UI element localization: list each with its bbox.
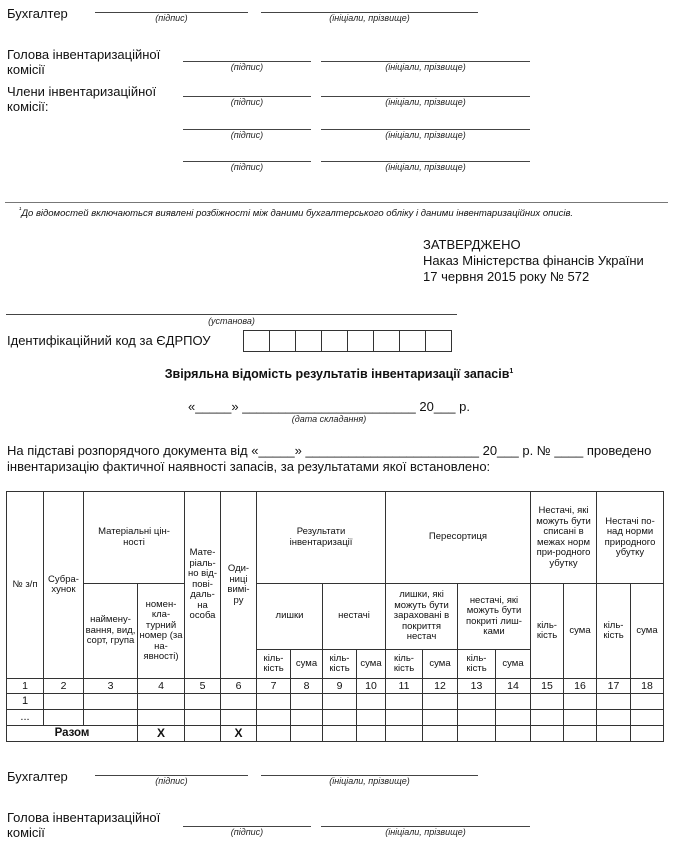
signature-caption: (підпис) bbox=[155, 13, 188, 23]
col-number: 5 bbox=[185, 679, 221, 694]
col-header-excess-text: Нестачі по-над норми природного убутку bbox=[604, 515, 656, 558]
institution-line bbox=[6, 314, 457, 315]
col-header-qty bbox=[323, 650, 357, 679]
approval-line-2: Наказ Міністерства фінансів України bbox=[423, 253, 644, 268]
name-caption: (ініціали, прізвище) bbox=[385, 130, 466, 140]
commission-head-label-2: комісії bbox=[7, 825, 45, 840]
qty-text: кіль-кість bbox=[536, 619, 558, 641]
row-number: ... bbox=[7, 710, 44, 726]
col-header-qty bbox=[386, 650, 423, 679]
col-number: 6 bbox=[221, 679, 257, 694]
col-header-unit bbox=[221, 492, 257, 679]
col-header-writeoff-qty bbox=[531, 584, 564, 679]
col-header-sum: сума bbox=[291, 650, 323, 679]
col-header-writeoff bbox=[531, 492, 597, 584]
name-caption: (ініціали, прізвище) bbox=[385, 97, 466, 107]
col-number: 14 bbox=[496, 679, 531, 694]
name-caption: (ініціали, прізвище) bbox=[385, 162, 466, 172]
col-header-no: № з/п bbox=[7, 492, 44, 679]
col-header-excess-sum: сума bbox=[631, 584, 664, 679]
qty-text: кіль-кість bbox=[329, 652, 350, 674]
col-header-name bbox=[84, 584, 138, 679]
col-header-regrading-shortage-text: нестачі, які можуть бути покриті лиш-ками bbox=[466, 594, 522, 637]
signature-caption: (підпис) bbox=[230, 827, 264, 837]
signature-caption: (підпис) bbox=[230, 62, 264, 72]
commission-members-label: Члени інвентаризаційної bbox=[7, 84, 157, 99]
table-row[interactable] bbox=[7, 710, 664, 726]
col-header-surplus: лишки bbox=[257, 584, 323, 650]
col-header-material-values-text: Матеріальні цін-ності bbox=[98, 526, 170, 548]
accountant-label: Бухгалтер bbox=[7, 769, 68, 784]
signature-caption: (підпис) bbox=[230, 162, 264, 172]
institution-caption: (установа) bbox=[208, 316, 255, 326]
col-header-responsible-text: Мате-ріаль-но від-пові-даль-на особа bbox=[187, 547, 218, 622]
total-label: Разом bbox=[7, 726, 138, 742]
signature-caption: (підпис) bbox=[155, 776, 188, 786]
accountant-label: Бухгалтер bbox=[7, 6, 68, 21]
title-marker: 1 bbox=[509, 367, 514, 375]
commission-members-label-2: комісії: bbox=[7, 99, 49, 114]
commission-head-label: Голова інвентаризаційної bbox=[7, 47, 161, 62]
col-header-writeoff-sum: сума bbox=[564, 584, 597, 679]
col-number: 11 bbox=[386, 679, 423, 694]
compilation-date: «_____» ________________________ 20___ р. bbox=[188, 399, 470, 414]
col-header-nomenclature-text: номен-кла-турний номер (за на-явності) bbox=[139, 598, 183, 662]
col-number: 10 bbox=[357, 679, 386, 694]
document-title bbox=[0, 367, 678, 381]
col-header-name-text: наймену-вання, вид, сорт, група bbox=[85, 614, 136, 647]
commission-head-label-2: комісії bbox=[7, 62, 45, 77]
commission-head-label: Голова інвентаризаційної bbox=[7, 810, 161, 825]
qty-text: кіль-кість bbox=[263, 652, 284, 674]
signature-caption: (підпис) bbox=[230, 130, 264, 140]
col-number: 1 bbox=[7, 679, 44, 694]
col-number: 18 bbox=[631, 679, 664, 694]
col-header-shortage: нестачі bbox=[323, 584, 386, 650]
col-header-regrading-surplus-text: лишки, які можуть бути зараховані в покриття нестач bbox=[393, 589, 450, 643]
col-header-responsible bbox=[185, 492, 221, 679]
col-number: 4 bbox=[138, 679, 185, 694]
date-caption: (дата складання) bbox=[291, 414, 367, 424]
edrpou-label: Ідентифікаційний код за ЄДРПОУ bbox=[7, 333, 211, 348]
col-header-subaccount-text: Субра-хунок bbox=[48, 573, 79, 595]
col-header-results-text: Результати інвентаризації bbox=[289, 526, 353, 548]
table-row[interactable] bbox=[7, 694, 664, 710]
name-caption: (ініціали, прізвище) bbox=[329, 13, 410, 23]
col-header-results bbox=[257, 492, 386, 584]
col-number: 3 bbox=[84, 679, 138, 694]
total-x-mark: Х bbox=[221, 726, 257, 742]
col-number: 9 bbox=[323, 679, 357, 694]
inventory-reconciliation-table bbox=[6, 491, 664, 742]
col-header-unit-text: Оди-ниці вимі-ру bbox=[227, 563, 250, 606]
col-number: 12 bbox=[423, 679, 458, 694]
col-header-material-values bbox=[84, 492, 185, 584]
qty-text: кіль-кість bbox=[466, 652, 487, 674]
basis-line-2: інвентаризацію фактичної наявності запасів, за результатами якої встановлено: bbox=[7, 459, 491, 474]
col-header-regrading: Пересортиця bbox=[386, 492, 531, 584]
signature-caption: (підпис) bbox=[230, 97, 264, 107]
col-header-qty bbox=[257, 650, 291, 679]
col-number: 8 bbox=[291, 679, 323, 694]
edrpou-code-cells[interactable] bbox=[243, 330, 452, 352]
name-caption: (ініціали, прізвище) bbox=[385, 827, 466, 837]
col-number: 13 bbox=[458, 679, 496, 694]
document-title-text: Звіряльна відомість результатів інвентаризації запасів bbox=[164, 367, 510, 381]
col-header-nomenclature bbox=[138, 584, 185, 679]
col-header-writeoff-text: Нестачі, які можуть бути списані в межах норм при-родного убутку bbox=[536, 505, 591, 569]
total-x-mark: Х bbox=[138, 726, 185, 742]
col-header-regrading-shortage bbox=[458, 584, 531, 650]
name-caption: (ініціали, прізвище) bbox=[385, 62, 466, 72]
basis-line-1: На підставі розпорядчого документа від «_____» ________________________ 20___ р. № ____ проведено bbox=[7, 443, 652, 458]
col-header-regrading-surplus bbox=[386, 584, 458, 650]
col-number: 15 bbox=[531, 679, 564, 694]
qty-text: кіль-кість bbox=[603, 619, 624, 641]
footnote-marker: ¹ bbox=[19, 207, 22, 214]
col-header-excess bbox=[597, 492, 664, 584]
col-header-sum: сума bbox=[357, 650, 386, 679]
total-row bbox=[7, 726, 664, 742]
col-number: 2 bbox=[44, 679, 84, 694]
col-header-subaccount bbox=[44, 492, 84, 679]
row-number: 1 bbox=[7, 694, 44, 710]
col-number: 17 bbox=[597, 679, 631, 694]
col-header-excess-qty bbox=[597, 584, 631, 679]
footnote bbox=[19, 207, 573, 219]
approval-line-1: ЗАТВЕРДЖЕНО bbox=[423, 237, 521, 252]
col-number: 16 bbox=[564, 679, 597, 694]
approval-line-3: 17 червня 2015 року № 572 bbox=[423, 269, 590, 284]
col-header-sum: сума bbox=[496, 650, 531, 679]
name-caption: (ініціали, прізвище) bbox=[329, 776, 410, 786]
col-number: 7 bbox=[257, 679, 291, 694]
qty-text: кіль-кість bbox=[393, 652, 415, 674]
col-header-sum: сума bbox=[423, 650, 458, 679]
footnote-divider bbox=[5, 202, 668, 203]
col-header-qty bbox=[458, 650, 496, 679]
footnote-text: До відомостей включаються виявлені розбіжності між даними бухгалтерського обліку і даними інвентаризаційних описів. bbox=[21, 208, 574, 220]
